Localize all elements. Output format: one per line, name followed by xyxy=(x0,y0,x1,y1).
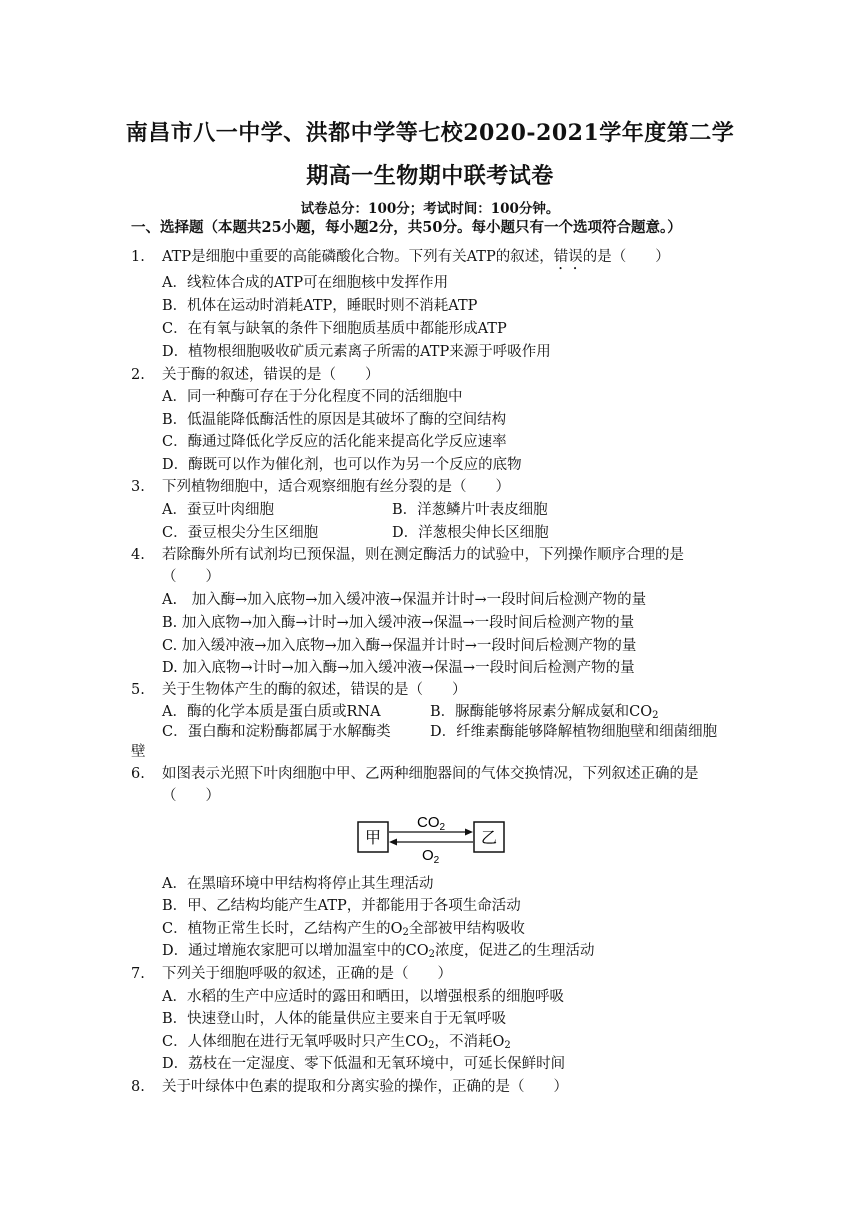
option-c: C．人体细胞在进行无氧呼吸时只产生$CO_2$，不消耗$O_2$ xyxy=(162,1034,511,1051)
option-c: C．蚕豆根尖分生区细胞 xyxy=(162,525,319,541)
question-stem: ATP是细胞中重要的高能磷酸化合物。下列有关ATP的叙述，错误的是（ ） xyxy=(162,249,670,265)
option-d: D．通过增施农家肥可以增加温室中的$CO_2$浓度，促进乙的生理活动 xyxy=(162,943,595,960)
option-d: D．植物根细胞吸收矿质元素离子所需的ATP来源于呼吸作用 xyxy=(162,344,551,360)
question-number: 2. xyxy=(131,367,145,383)
exam-meta: 试卷总分：100分；考试时间：100分钟。 xyxy=(300,201,560,217)
option-b: B．甲、乙结构均能产生ATP，并都能用于各项生命活动 xyxy=(162,898,521,914)
option-a: A．同一种酶可存在于分化程度不同的活细胞中 xyxy=(162,389,463,405)
option-b: B．洋葱鳞片叶表皮细胞 xyxy=(392,502,548,518)
option-d: D．荔枝在一定湿度、零下低温和无氧环境中，可延长保鲜时间 xyxy=(162,1056,566,1072)
option-b: B. 加入底物→加入酶→计时→加入缓冲液→保温→一段时间后检测产物的量 xyxy=(162,615,635,631)
option-d: D．酶既可以作为催化剂，也可以作为另一个反应的底物 xyxy=(162,457,522,473)
o2-label: $O_2$ xyxy=(422,847,440,866)
exam-title-line-2: 期高一生物期中联考试卷 xyxy=(306,163,554,189)
question-stem: 关于酶的叙述，错误的是（ ） xyxy=(162,367,380,383)
gas-exchange-diagram xyxy=(356,810,506,866)
option-c: C．酶通过降低化学反应的活化能来提高化学反应速率 xyxy=(162,434,507,450)
option-c: C．蛋白酶和淀粉酶都属于水解酶类 xyxy=(162,724,391,740)
option-a: A．酶的化学本质是蛋白质或RNA xyxy=(162,704,381,720)
question-number: 8. xyxy=(131,1079,145,1095)
option-c: C．植物正常生长时，乙结构产生的$O_2$全部被甲结构吸收 xyxy=(162,921,525,938)
section-heading: 一、选择题（本题共25小题，每小题2分，共50分。每小题只有一个选项符合题意。） xyxy=(131,219,682,236)
option-c: C. 加入缓冲液→加入底物→加入酶→保温并计时→一段时间后检测产物的量 xyxy=(162,638,637,654)
option-d-continued: 壁 xyxy=(131,744,146,760)
question-number: 4. xyxy=(131,547,145,563)
question-number: 1. xyxy=(131,249,145,265)
option-b: B．快速登山时，人体的能量供应主要来自于无氧呼吸 xyxy=(162,1011,507,1027)
question-stem: 关于生物体产生的酶的叙述，错误的是（ ） xyxy=(162,682,467,698)
option-b: B．低温能降低酶活性的原因是其破坏了酶的空间结构 xyxy=(162,412,507,428)
question-stem-continued: （ ） xyxy=(162,569,220,585)
option-a: A．蚕豆叶肉细胞 xyxy=(162,502,274,518)
question-stem: 若除酶外所有试剂均已预保温，则在测定酶活力的试验中，下列操作顺序合理的是 xyxy=(162,547,684,563)
option-a: A．线粒体合成的ATP可在细胞核中发挥作用 xyxy=(162,275,449,291)
question-number: 6. xyxy=(131,766,145,782)
option-c: C．在有氧与缺氧的条件下细胞质基质中都能形成ATP xyxy=(162,321,507,337)
option-a: A. 加入酶→加入底物→加入缓冲液→保温并计时→一段时间后检测产物的量 xyxy=(162,592,647,608)
question-stem: 关于叶绿体中色素的提取和分离实验的操作，正确的是（ ） xyxy=(162,1079,568,1095)
question-stem: 下列关于细胞呼吸的叙述，正确的是（ ） xyxy=(162,966,452,982)
option-d: D．洋葱根尖伸长区细胞 xyxy=(392,525,549,541)
option-b: B．脲酶能够将尿素分解成氨和$CO_2$ xyxy=(430,704,659,721)
co2-label: $CO_2$ xyxy=(417,814,446,833)
question-number: 5. xyxy=(131,682,145,698)
option-a: A．在黑暗环境中甲结构将停止其生理活动 xyxy=(162,876,434,892)
o2-arrowhead xyxy=(389,839,397,846)
option-d: D. 加入底物→计时→加入酶→加入缓冲液→保温→一段时间后检测产物的量 xyxy=(162,660,635,676)
question-number: 3. xyxy=(131,479,145,495)
question-stem: 下列植物细胞中，适合观察细胞有丝分裂的是（ ） xyxy=(162,479,510,495)
option-b: B．机体在运动时消耗ATP，睡眠时则不消耗ATP xyxy=(162,298,478,314)
option-d: D．纤维素酶能够降解植物细胞壁和细菌细胞 xyxy=(430,724,718,740)
co2-arrowhead xyxy=(465,829,473,836)
question-number: 7. xyxy=(131,966,145,982)
option-a: A．水稻的生产中应适时的露田和晒田，以增强根系的细胞呼吸 xyxy=(162,989,564,1005)
exam-title-line-1: 南昌市八一中学、洪都中学等七校2020-2021学年度第二学 xyxy=(125,120,735,146)
question-stem-continued: （ ） xyxy=(162,788,220,804)
organelle-jia-label: 甲 xyxy=(364,828,382,847)
organelle-yi-label: 乙 xyxy=(480,828,498,847)
question-stem: 如图表示光照下叶肉细胞中甲、乙两种细胞器间的气体交换情况，下列叙述正确的是 xyxy=(162,766,699,782)
